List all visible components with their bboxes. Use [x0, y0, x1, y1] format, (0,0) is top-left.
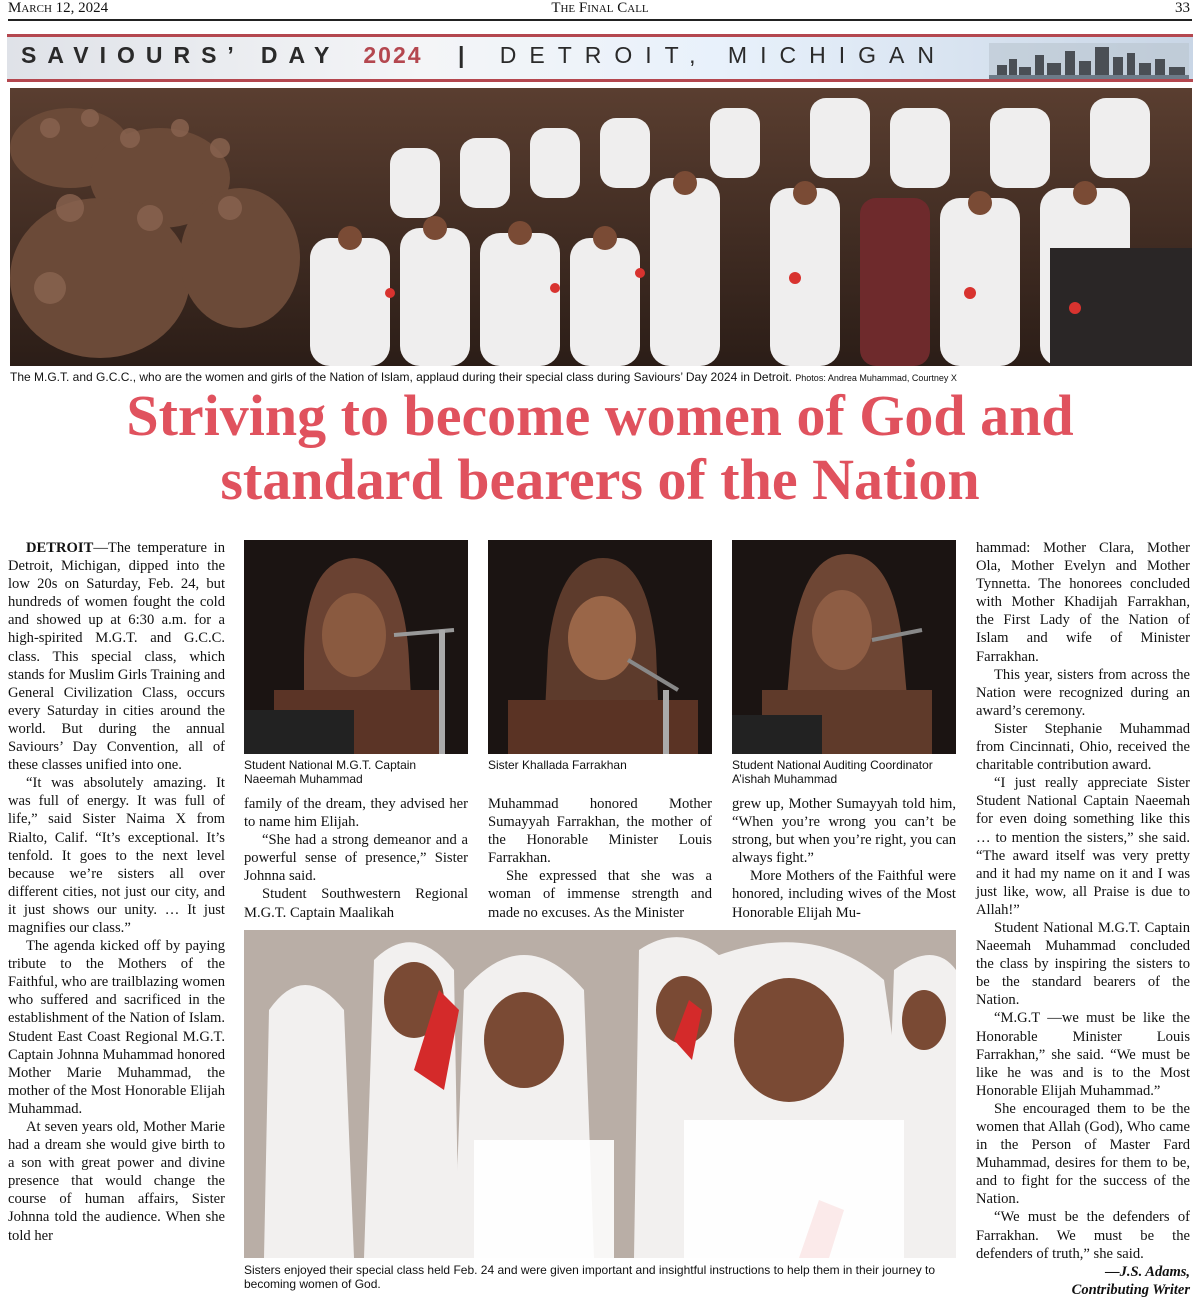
paragraph: She expressed that she was a woman of immense strength and made no excuses. As the Minister — [488, 868, 712, 921]
publication-name: The Final Call — [551, 0, 649, 16]
article-column-2 — [244, 795, 468, 922]
portrait-photo-3 — [732, 540, 956, 754]
headline-line-1: Striving to become women of God and — [126, 383, 1074, 448]
bottom-photo — [244, 930, 956, 1258]
paragraph: grew up, Mother Sumayyah told him, “When you’re wrong you can’t be strong, but when you’re right, you can always fight.” — [732, 796, 956, 867]
article-column-3 — [488, 795, 712, 922]
portrait-caption-3: Student National Auditing Coordinator A’ishah Muhammad — [732, 758, 933, 786]
folio-rule — [8, 19, 1192, 21]
paragraph: The agenda kicked off by paying tribute to the Mothers of the Faithful, who are trailblazing women who suffered and sacrificed in the establishment of the Nation of Islam. Student East Coast Regional M.G.T. Captain Johnna Muhammad honored Mother Marie Muhammad, the mother of the Most Honorable Elijah Muhammad. — [8, 938, 225, 1117]
bottom-photo-caption: Sisters enjoyed their special class held Feb. 24 and were given important and insightful instructions to help them in their journey to becoming women of God. — [244, 1263, 936, 1291]
paragraph: Sister Stephanie Muhammad from Cincinnati, Ohio, received the charitable contribution award. — [976, 720, 1190, 774]
paragraph: More Mothers of the Faithful were honored, including wives of the Most Honorable Elijah Mu- — [732, 868, 956, 921]
paragraph: “M.G.T —we must be like the Honorable Minister Louis Farrakhan,” she said. “We must be like he was and is to the Most Honorable Elijah Muhammad.” — [976, 1010, 1190, 1099]
paragraph: She encouraged them to be the women that Allah (God), Who came in the Person of Master Fard Muhammad, desires for them to be, and to fight for the success of the Nation. — [976, 1100, 1190, 1208]
paragraph: Student Southwestern Regional M.G.T. Captain Maalikah — [244, 886, 468, 921]
byline-title: Contributing Writer — [1071, 1281, 1190, 1298]
section-banner — [7, 34, 1193, 82]
paragraph: “I just really appreciate Sister Student National Captain Naeemah for even doing something like this … to mention the sisters,” she said. “The award itself was very pretty and it had my name on it and I was just like, wow, all Praise is due to Allah!” — [976, 775, 1190, 918]
portrait-caption-2: Sister Khallada Farrakhan — [488, 758, 627, 772]
banner-event: SAVIOURS’ DAY — [21, 42, 340, 68]
banner-year: 2024 — [363, 42, 423, 68]
portrait-photo-2 — [488, 540, 712, 754]
paragraph: “We must be the defenders of Farrakhan. We must be the defenders of truth,” she said. — [976, 1209, 1190, 1262]
paragraph: Muhammad honored Mother Sumayyah Farrakhan, the mother of the Honorable Minister Louis Farrakhan. — [488, 796, 712, 867]
headline — [0, 384, 1200, 512]
portrait-caption-1: Student National M.G.T. Captain Naeemah Muhammad — [244, 758, 417, 786]
top-photo — [10, 88, 1192, 366]
paragraph: This year, sisters from across the Nation were recognized during an award’s ceremony. — [976, 666, 1190, 719]
banner-location: DETROIT, MICHIGAN — [499, 42, 947, 68]
detroit-skyline-image — [989, 43, 1189, 79]
article-column-5 — [976, 539, 1190, 1299]
paragraph: —The temperature in Detroit, Michigan, dipped into the low 20s on Saturday, Feb. 24, but hundreds of women fought the cold and showed up at 6:30 a.m. for a high-spirited M.G.T. and G.C.C. class. This special class, which stands for Muslim Girls Training and General Civilization Class, occurs every Saturday in cities around the world. But during the annual Saviours’ Day Convention, all of these classes unified into one. — [8, 540, 225, 774]
paragraph: hammad: Mother Clara, Mother Ola, Mother Evelyn and Mother Tynnetta. The honorees concluded with Mother Khadijah Farrakhan, the First Lady of the Nation of Islam and wife of Minister Farrakhan. — [976, 540, 1190, 665]
portrait-photo-1 — [244, 540, 468, 754]
paragraph: Student National M.G.T. Captain Naeemah Muhammad concluded the class by inspiring the sisters to be the standard bearers of the Nation. — [976, 919, 1190, 1009]
paragraph: “She had a strong demeanor and a powerful sense of presence,” Sister Johnna said. — [244, 832, 468, 885]
dateline: DETROIT — [26, 540, 94, 556]
byline — [976, 1263, 1190, 1299]
article-column-1 — [8, 539, 225, 1245]
article-column-4 — [732, 795, 956, 922]
banner-separator: | — [457, 42, 465, 68]
paragraph: family of the dream, they advised her to name him Elijah. — [244, 796, 468, 831]
byline-name: —J.S. Adams, — [1105, 1263, 1190, 1280]
caption-text: The M.G.T. and G.C.C., who are the women and girls of the Nation of Islam, applaud during their special class during Saviours’ Day 2024 in Detroit. — [10, 370, 792, 384]
paragraph: “It was absolutely amazing. It was full of energy. It was full of life,” said Sister Naima X from Rialto, Calif. “It’s exceptional. It’s tenfold. It goes to the next level because we’re sisters all over different cities, not just our city, and it just shows our unity. … It just magnifies our class.” — [8, 775, 225, 936]
paragraph: At seven years old, Mother Marie had a dream she would give birth to a son with great power and divine presence that would change the course of human affairs, Sister Johnna told the audience. When she told her — [8, 1119, 225, 1244]
page-number: 33 — [1175, 0, 1190, 16]
issue-date: March 12, 2024 — [8, 0, 109, 16]
photo-credit: Photos: Andrea Muhammad, Courtney X — [795, 373, 957, 383]
headline-line-2: standard bearers of the Nation — [220, 447, 980, 512]
